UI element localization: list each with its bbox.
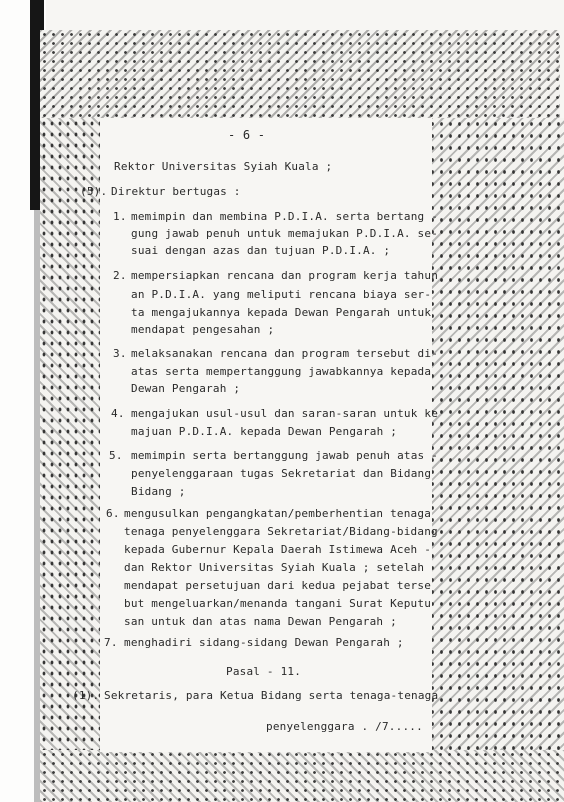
item-line: atas serta mempertanggung jawabkannya kepada: [131, 365, 432, 378]
item-number: 7.: [104, 636, 118, 649]
intro-line: Rektor Universitas Syiah Kuala ;: [114, 160, 333, 173]
item-line: memimpin dan membina P.D.I.A. serta bertang -: [131, 210, 439, 223]
ornamental-border-top: [40, 30, 560, 118]
item-line: melaksanakan rencana dan program tersebut di-: [131, 347, 439, 360]
item-line: penyelenggaraan tugas Sekretariat dan Bidang: [131, 467, 432, 480]
item-line: Dewan Pengarah ;: [131, 382, 241, 395]
pasal-heading: Pasal - 11.: [226, 665, 302, 678]
ornamental-border-right: [428, 118, 564, 768]
item-line: majuan P.D.I.A. kepada Dewan Pengarah ;: [131, 425, 398, 438]
continuation-note: penyelenggara . /7.....: [266, 720, 423, 733]
item-line: mengusulkan pengangkatan/pemberhentian tenaga: [124, 507, 432, 520]
item-line: tenaga penyelenggara Sekretariat/Bidang-bidang: [124, 525, 438, 538]
page-number: - 6 -: [228, 128, 266, 142]
item-line: but mengeluarkan/menanda tangani Surat Keputu: [124, 597, 432, 610]
item-number: 6.: [106, 507, 120, 520]
section-5-label: (5).: [80, 185, 108, 198]
item-number: 5.: [109, 449, 123, 462]
item-line: dan Rektor Universitas Syiah Kuala ; setelah: [124, 561, 425, 574]
item-line: memimpin serta bertanggung jawab penuh atas -: [131, 449, 439, 462]
item-line: mempersiapkan rencana dan program kerja tahun: [131, 269, 439, 282]
section-1-label: (1).: [72, 689, 100, 702]
item-line: san untuk dan atas nama Dewan Pengarah ;: [124, 615, 397, 628]
item-line: Bidang ;: [131, 485, 186, 498]
item-line: menghadiri sidang-sidang Dewan Pengarah ;: [124, 636, 404, 649]
item-line: gung jawab penuh untuk memajukan P.D.I.A. se-: [131, 227, 439, 240]
item-line: mendapat pengesahan ;: [131, 323, 275, 336]
section-5-text: Direktur bertugas :: [111, 185, 241, 198]
ornamental-border-bottom: [40, 750, 564, 802]
item-line: mendapat persetujuan dari kedua pejabat terse: [124, 579, 432, 592]
item-line: ta mengajukannya kepada Dewan Pengarah untuk: [131, 306, 432, 319]
item-line: mengajukan usul-usul dan saran-saran untuk ke: [131, 407, 439, 420]
item-number: 1.: [113, 210, 127, 223]
section-1-text: Sekretaris, para Ketua Bidang serta tenaga-tenaga: [104, 689, 439, 702]
item-line: suai dengan azas dan tujuan P.D.I.A. ;: [131, 244, 391, 257]
item-number: 4.: [111, 407, 125, 420]
item-line: kepada Gubernur Kepala Daerah Istimewa Aceh -: [124, 543, 432, 556]
item-number: 2.: [113, 269, 127, 282]
item-number: 3.: [113, 347, 127, 360]
item-line: an P.D.I.A. yang meliputi rencana biaya ser-: [131, 288, 432, 301]
